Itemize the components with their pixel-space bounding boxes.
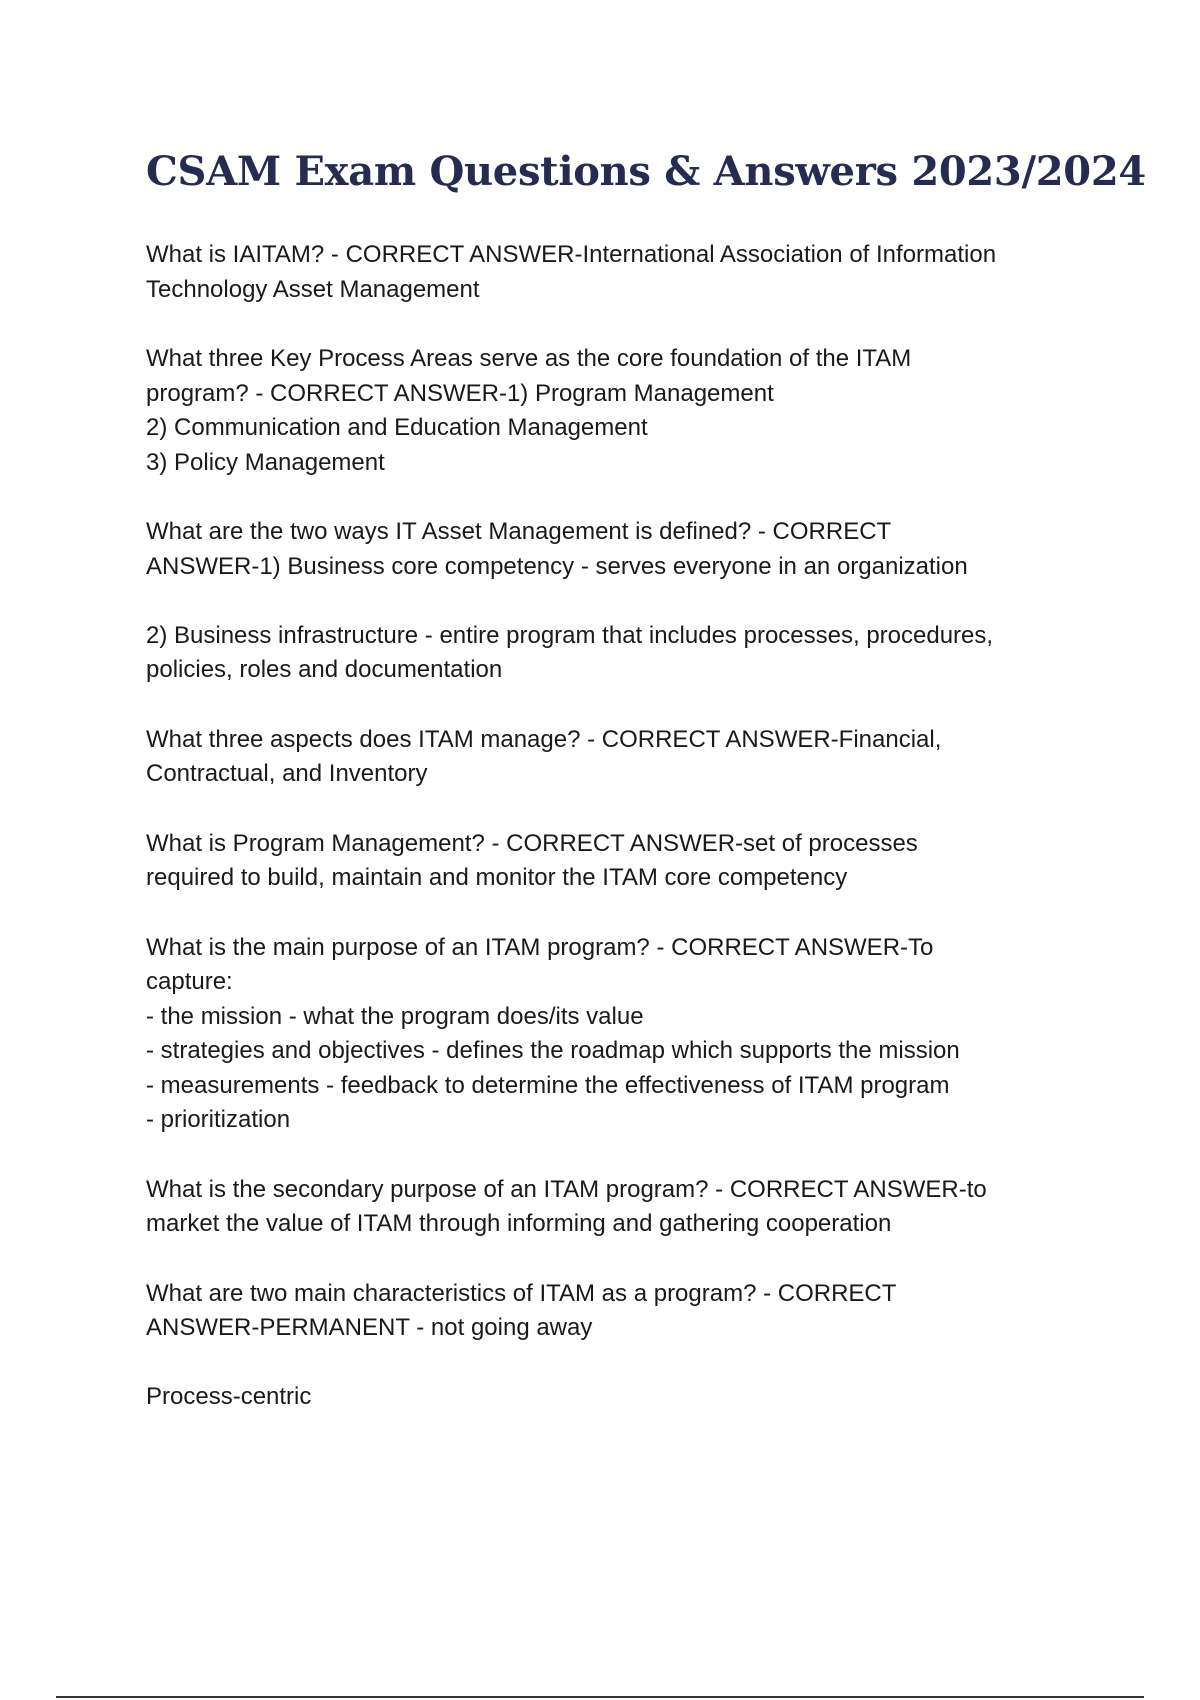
qa-line: What three Key Process Areas serve as the core foundation of the ITAM bbox=[146, 345, 912, 372]
qa-line: What is Program Management? - CORRECT ANSWER-set of processes bbox=[146, 829, 918, 857]
qa-item bbox=[146, 931, 1106, 1138]
qa-line: program? - CORRECT ANSWER-1) Program Management bbox=[146, 379, 774, 407]
qa-line: - prioritization bbox=[146, 1106, 291, 1133]
paragraph-gap bbox=[146, 1346, 1106, 1381]
qa-line: 3) Policy Management bbox=[146, 448, 385, 476]
qa-line: Technology Asset Management bbox=[146, 275, 480, 303]
qa-line: ANSWER-PERMANENT - not going away bbox=[146, 1314, 593, 1341]
qa-line: What is the main purpose of an ITAM program? - CORRECT ANSWER-To bbox=[146, 933, 934, 961]
paragraph-gap bbox=[146, 584, 1106, 619]
qa-line: market the value of ITAM through informing and gathering cooperation bbox=[146, 1210, 892, 1237]
page-title: CSAM Exam Questions & Answers 2023/2024 bbox=[146, 148, 1146, 195]
qa-line: - the mission - what the program does/its value bbox=[146, 1002, 644, 1030]
qa-line: What are two main characteristics of ITAM as a program? - CORRECT bbox=[146, 1279, 897, 1307]
qa-item bbox=[146, 1277, 1106, 1415]
qa-line: What is IAITAM? - CORRECT ANSWER-International Association of Information bbox=[146, 241, 997, 268]
qa-line: What are the two ways IT Asset Management is defined? - CORRECT bbox=[146, 518, 892, 545]
footer-divider bbox=[56, 1696, 1144, 1698]
qa-item bbox=[146, 342, 1106, 480]
qa-list bbox=[146, 238, 1106, 1450]
qa-line: Contractual, and Inventory bbox=[146, 760, 428, 787]
qa-item bbox=[146, 1173, 1106, 1242]
qa-line: What three aspects does ITAM manage? - CORRECT ANSWER-Financial, bbox=[146, 725, 942, 753]
qa-line: - strategies and objectives - defines the roadmap which supports the mission bbox=[146, 1037, 960, 1064]
qa-item bbox=[146, 515, 1106, 688]
qa-item bbox=[146, 827, 1106, 896]
qa-line: ANSWER-1) Business core competency - serves everyone in an organization bbox=[146, 552, 968, 580]
qa-item bbox=[146, 723, 1106, 792]
qa-item bbox=[146, 238, 1106, 307]
qa-line: capture: bbox=[146, 968, 233, 995]
qa-line: Process-centric bbox=[146, 1383, 312, 1410]
qa-line: - measurements - feedback to determine the effectiveness of ITAM program bbox=[146, 1071, 950, 1099]
qa-line: required to build, maintain and monitor the ITAM core competency bbox=[146, 864, 848, 891]
qa-line: What is the secondary purpose of an ITAM program? - CORRECT ANSWER-to bbox=[146, 1175, 987, 1203]
qa-line: policies, roles and documentation bbox=[146, 656, 503, 683]
qa-line: 2) Business infrastructure - entire program that includes processes, procedures, bbox=[146, 621, 994, 649]
qa-line: 2) Communication and Education Management bbox=[146, 414, 648, 441]
